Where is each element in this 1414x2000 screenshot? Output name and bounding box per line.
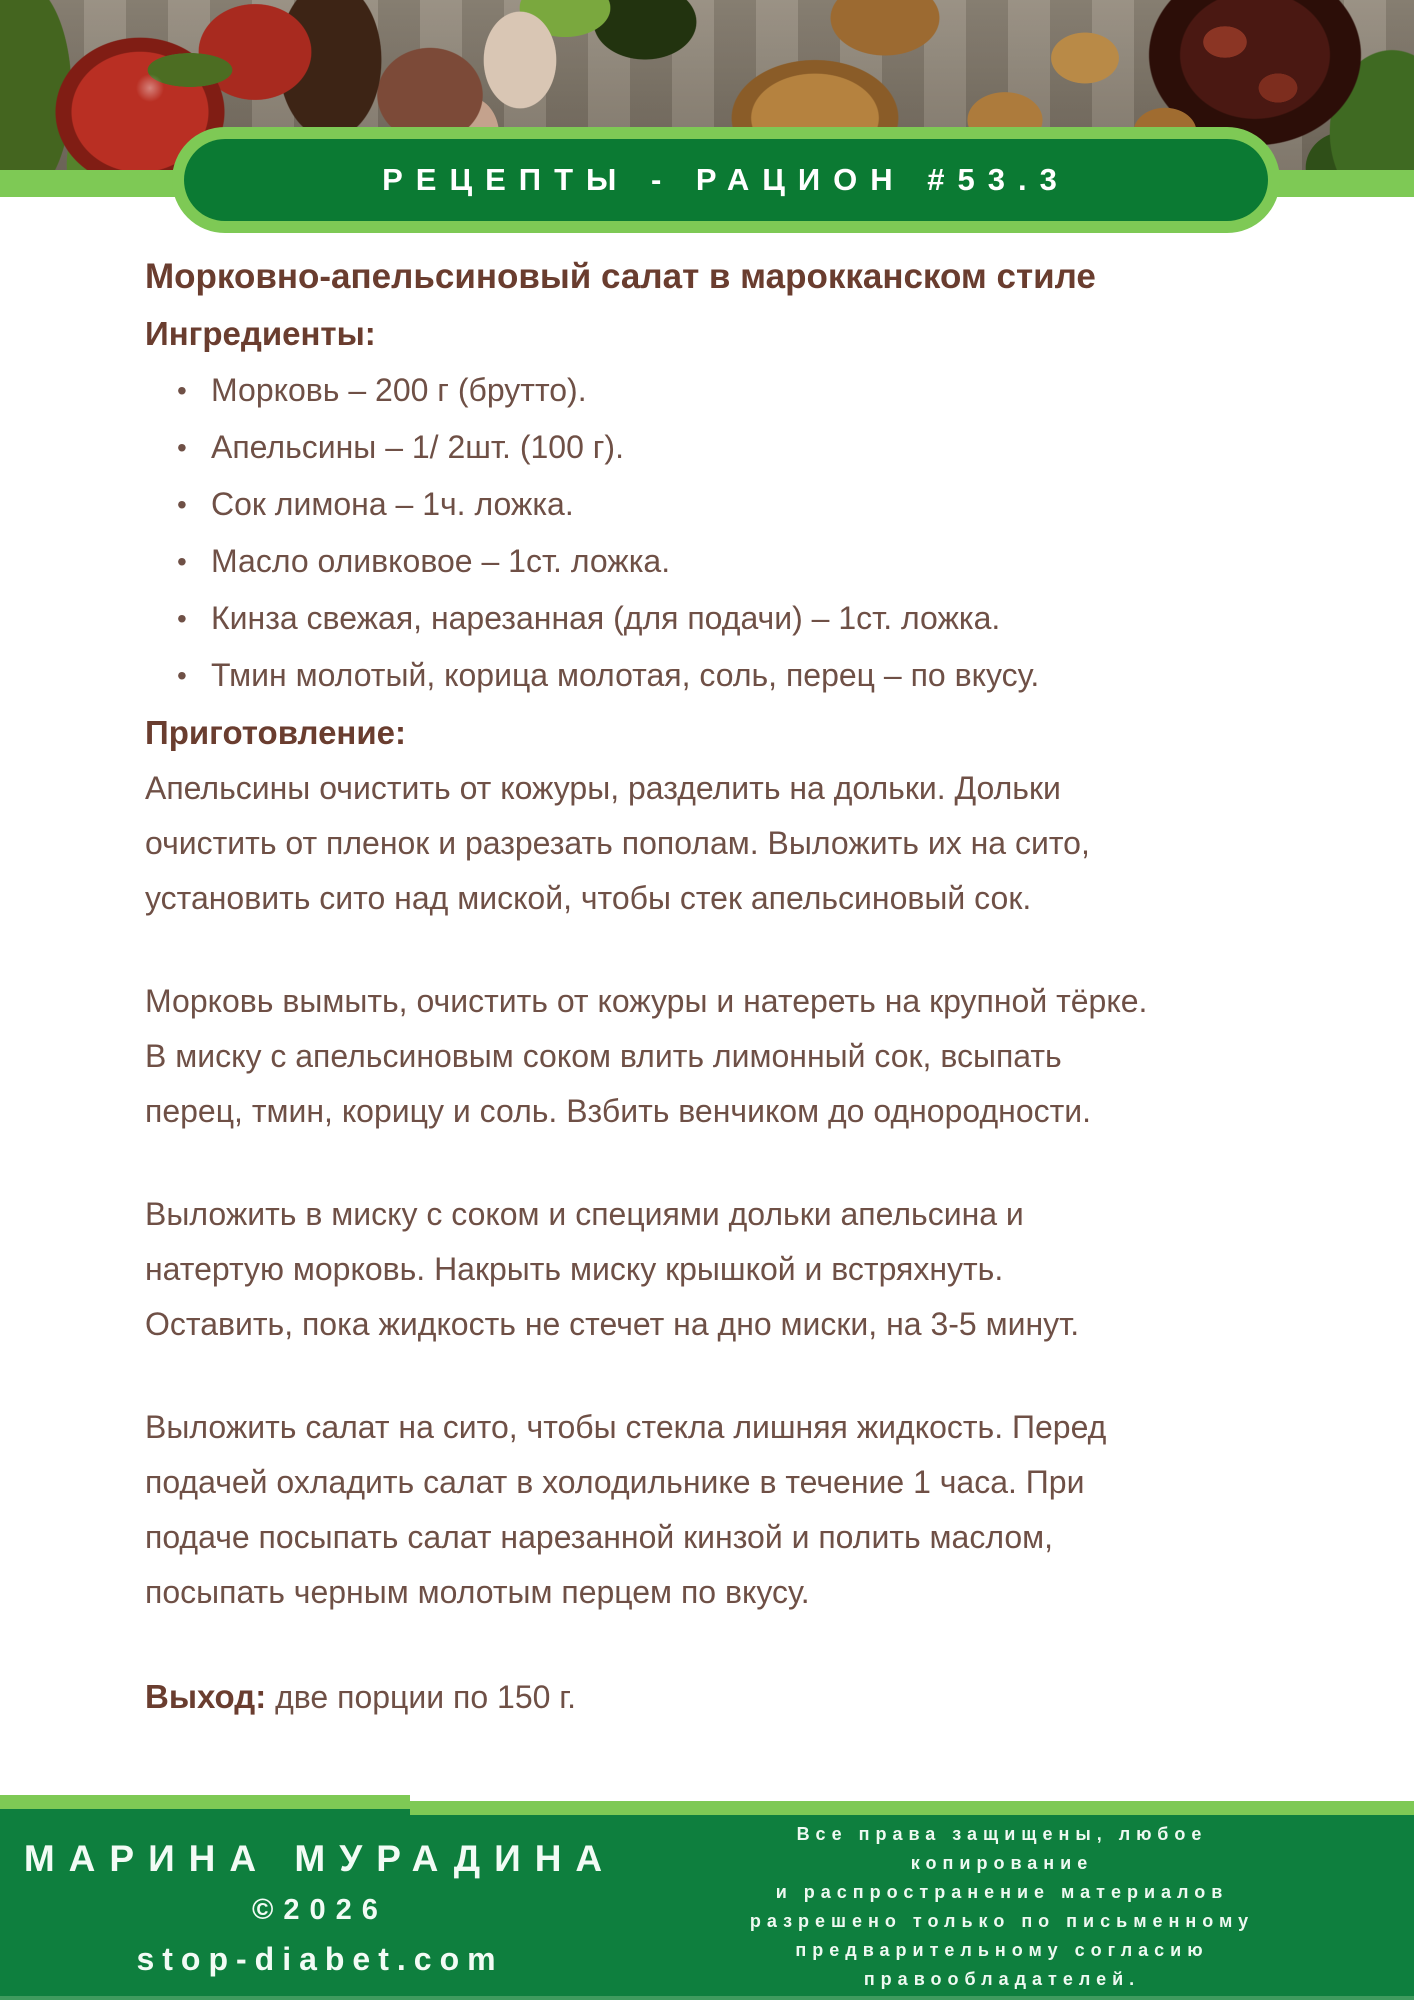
footer-author: МАРИНА МУРАДИНА	[23, 1837, 617, 1879]
ingredients-list	[145, 362, 1160, 704]
list-item	[145, 647, 1160, 704]
footer-stripe-left	[0, 1795, 410, 1809]
ingredient-text: Кинза свежая, нарезанная (для подачи) – 1ст. ложка.	[211, 600, 1001, 636]
rights-line: разрешено только по письменному	[749, 1910, 1255, 1931]
preparation-step: Морковь вымыть, очистить от кожуры и натереть на крупной тёрке. В миску с апельсиновым соком влить лимонный сок, всыпать перец, тмин, корицу и соль. Взбить венчиком до однородности.	[145, 983, 1148, 1129]
list-item	[145, 590, 1160, 647]
rights-line: Все права защищены, любое	[796, 1823, 1208, 1844]
ingredient-text: Сок лимона – 1ч. ложка.	[211, 486, 574, 522]
preparation-step: Апельсины очистить от кожуры, разделить на дольки. Дольки очистить от пленок и разрезать пополам. Выложить их на сито, установить сито над миской, чтобы стек апельсиновый сок.	[145, 770, 1090, 916]
rights-line: копирование	[910, 1852, 1094, 1873]
ingredient-text: Апельсины – 1/ 2шт. (100 г).	[211, 429, 624, 465]
footer-site-link[interactable]: stop-diabet.com	[136, 1940, 504, 1977]
rights-line: предварительному согласию	[795, 1939, 1209, 1960]
bullet-icon: •	[177, 432, 187, 463]
list-item	[145, 362, 1160, 419]
yield-label: Выход:	[145, 1678, 267, 1715]
list-item	[145, 419, 1160, 476]
footer-copyright: ©2026	[252, 1893, 388, 1926]
footer-panel	[0, 1809, 1414, 2000]
recipe-title: Морковно-апельсиновый салат в марокканском стиле	[145, 257, 1096, 296]
list-item	[145, 476, 1160, 533]
preparation-heading: Приготовление:	[145, 714, 406, 751]
rights-line: правообладателей.	[863, 1968, 1141, 1989]
bullet-icon: •	[177, 489, 187, 520]
list-item	[145, 533, 1160, 590]
rights-line: и распространение материалов	[775, 1881, 1229, 1902]
bullet-icon: •	[177, 603, 187, 634]
preparation-step: Выложить в миску с соком и специями дольки апельсина и натертую морковь. Накрыть миску крышкой и встряхнуть. Оставить, пока жидкость не стечет на дно миски, на 3-5 минут.	[145, 1196, 1080, 1342]
footer-stripe-right	[410, 1801, 1414, 1815]
ingredient-text: Тмин молотый, корица молотая, соль, перец – по вкусу.	[211, 657, 1040, 693]
ingredients-heading: Ингредиенты:	[145, 315, 376, 352]
ingredient-text: Масло оливковое – 1ст. ложка.	[211, 543, 671, 579]
yield-line	[145, 1668, 1160, 1726]
footer-rights-block	[640, 1809, 1414, 2000]
recipe-content	[145, 248, 1160, 1726]
preparation-step: Выложить салат на сито, чтобы стекла лишняя жидкость. Перед подачей охладить салат в холодильнике в течение 1 часа. При подаче посыпать салат нарезанной кинзой и полить маслом, посыпать черным молотым перцем по вкусу.	[145, 1409, 1107, 1610]
bullet-icon: •	[177, 660, 187, 691]
footer-author-block	[0, 1809, 640, 2000]
bullet-icon: •	[177, 375, 187, 406]
banner-title: РЕЦЕПТЫ - РАЦИОН #53.3	[184, 139, 1268, 221]
yield-text: две порции по 150 г.	[266, 1679, 576, 1715]
banner-pill	[172, 127, 1280, 233]
ingredient-text: Морковь – 200 г (брутто).	[211, 372, 587, 408]
bullet-icon: •	[177, 546, 187, 577]
footer	[0, 1795, 1414, 2000]
